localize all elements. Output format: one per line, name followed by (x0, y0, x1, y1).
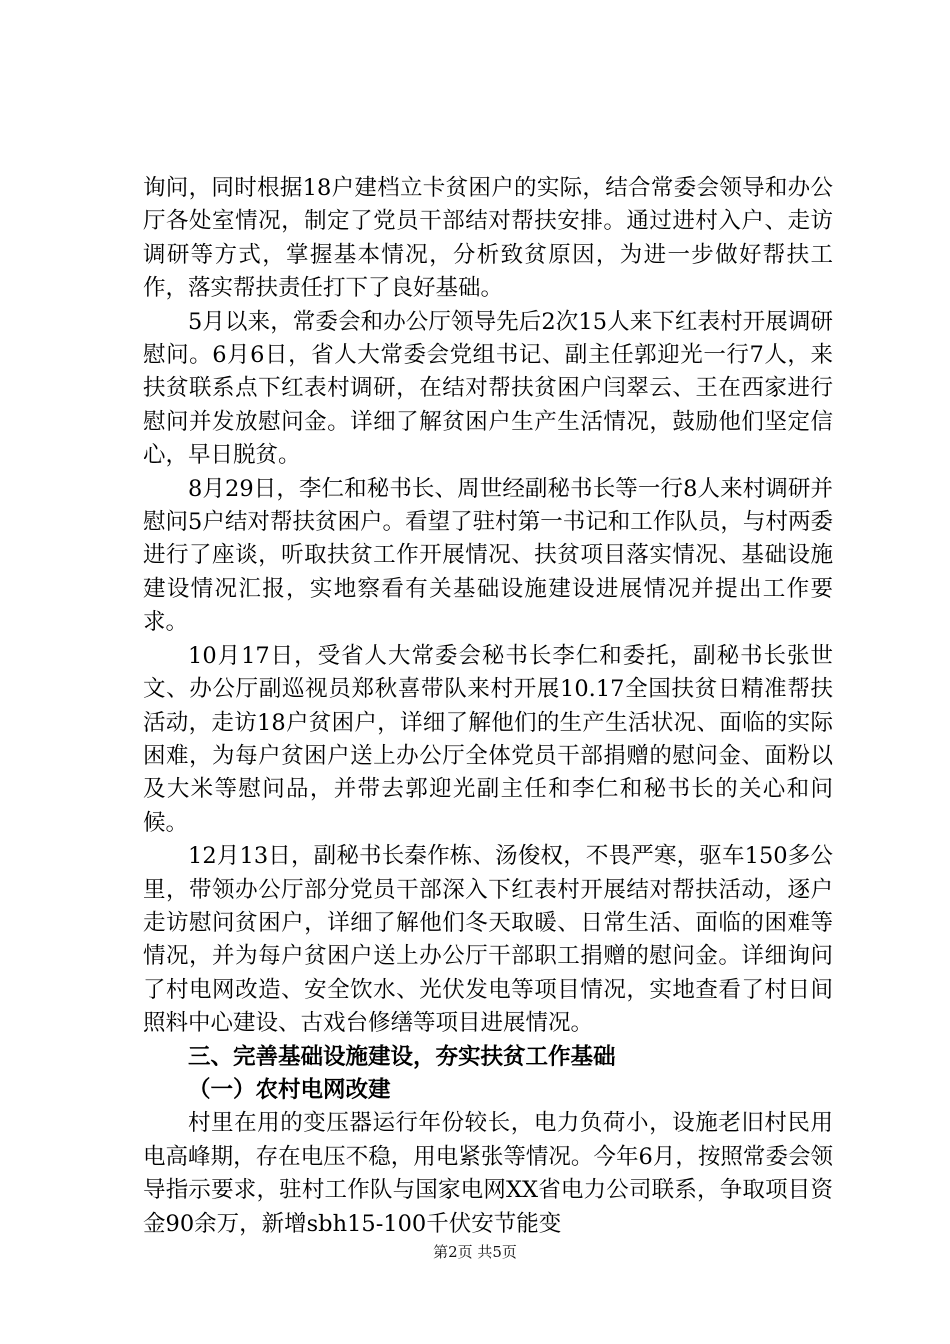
paragraph-4: 10月17日，受省人大常委会秘书长李仁和委托，副秘书长张世文、办公厅副巡视员郑秋喜带队来村开展10.17全国扶贫日精准帮扶活动，走访18户贫困户，详细了解他们的生产生活状况、面临的实际困难，为每户贫困户送上办公厅全体党员干部捐赠的慰问金、面粉以及大米等慰问品，并带去郭迎光副主任和李仁和秘书长的关心和问候。 (143, 642, 833, 836)
subsection-heading: （一）农村电网改建 (188, 1076, 391, 1103)
document-body (143, 172, 833, 1241)
paragraph-1: 询问，同时根据18户建档立卡贫困户的实际，结合常委会领导和办公厅各处室情况，制定了党员干部结对帮扶安排。通过进村入户、走访调研等方式，掌握基本情况，分析致贫原因，为进一步做好帮扶工作，落实帮扶责任打下了良好基础。 (143, 175, 833, 302)
paragraph-3: 8月29日，李仁和秘书长、周世经副秘书长等一行8人来村调研并慰问5户结对帮扶贫困户。看望了驻村第一书记和工作队员，与村两委进行了座谈，听取扶贫工作开展情况、扶贫项目落实情况、基础设施建设情况汇报，实地察看有关基础设施建设进展情况并提出工作要求。 (143, 475, 833, 636)
paragraph-6: 村里在用的变压器运行年份较长，电力负荷小，设施老旧村民用电高峰期，存在电压不稳，用电紧张等情况。今年6月，按照常委会领导指示要求，驻村工作队与国家电网XX省电力公司联系，争取项目资金90余万，新增sbh15-100千伏安节能变 (143, 1110, 833, 1237)
section-heading: 三、完善基础设施建设，夯实扶贫工作基础 (188, 1043, 616, 1070)
paragraph-2: 5月以来，常委会和办公厅领导先后2次15人来下红表村开展调研慰问。6月6日，省人大常委会党组书记、副主任郭迎光一行7人，来扶贫联系点下红表村调研，在结对帮扶贫困户闫翠云、王在西家进行慰问并发放慰问金。详细了解贫困户生产生活情况，鼓励他们坚定信心，早日脱贫。 (143, 308, 833, 469)
page-footer: 第2页 共5页 (433, 1243, 517, 1261)
paragraph-5: 12月13日，副秘书长秦作栋、汤俊权，不畏严寒，驱车150多公里，带领办公厅部分党员干部深入下红表村开展结对帮扶活动，逐户走访慰问贫困户，详细了解他们冬天取暖、日常生活、面临的困难等情况，并为每户贫困户送上办公厅干部职工捐赠的慰问金。详细询问了村电网改造、安全饮水、光伏发电等项目情况，实地查看了村日间照料中心建设、古戏台修缮等项目进展情况。 (143, 843, 833, 1037)
